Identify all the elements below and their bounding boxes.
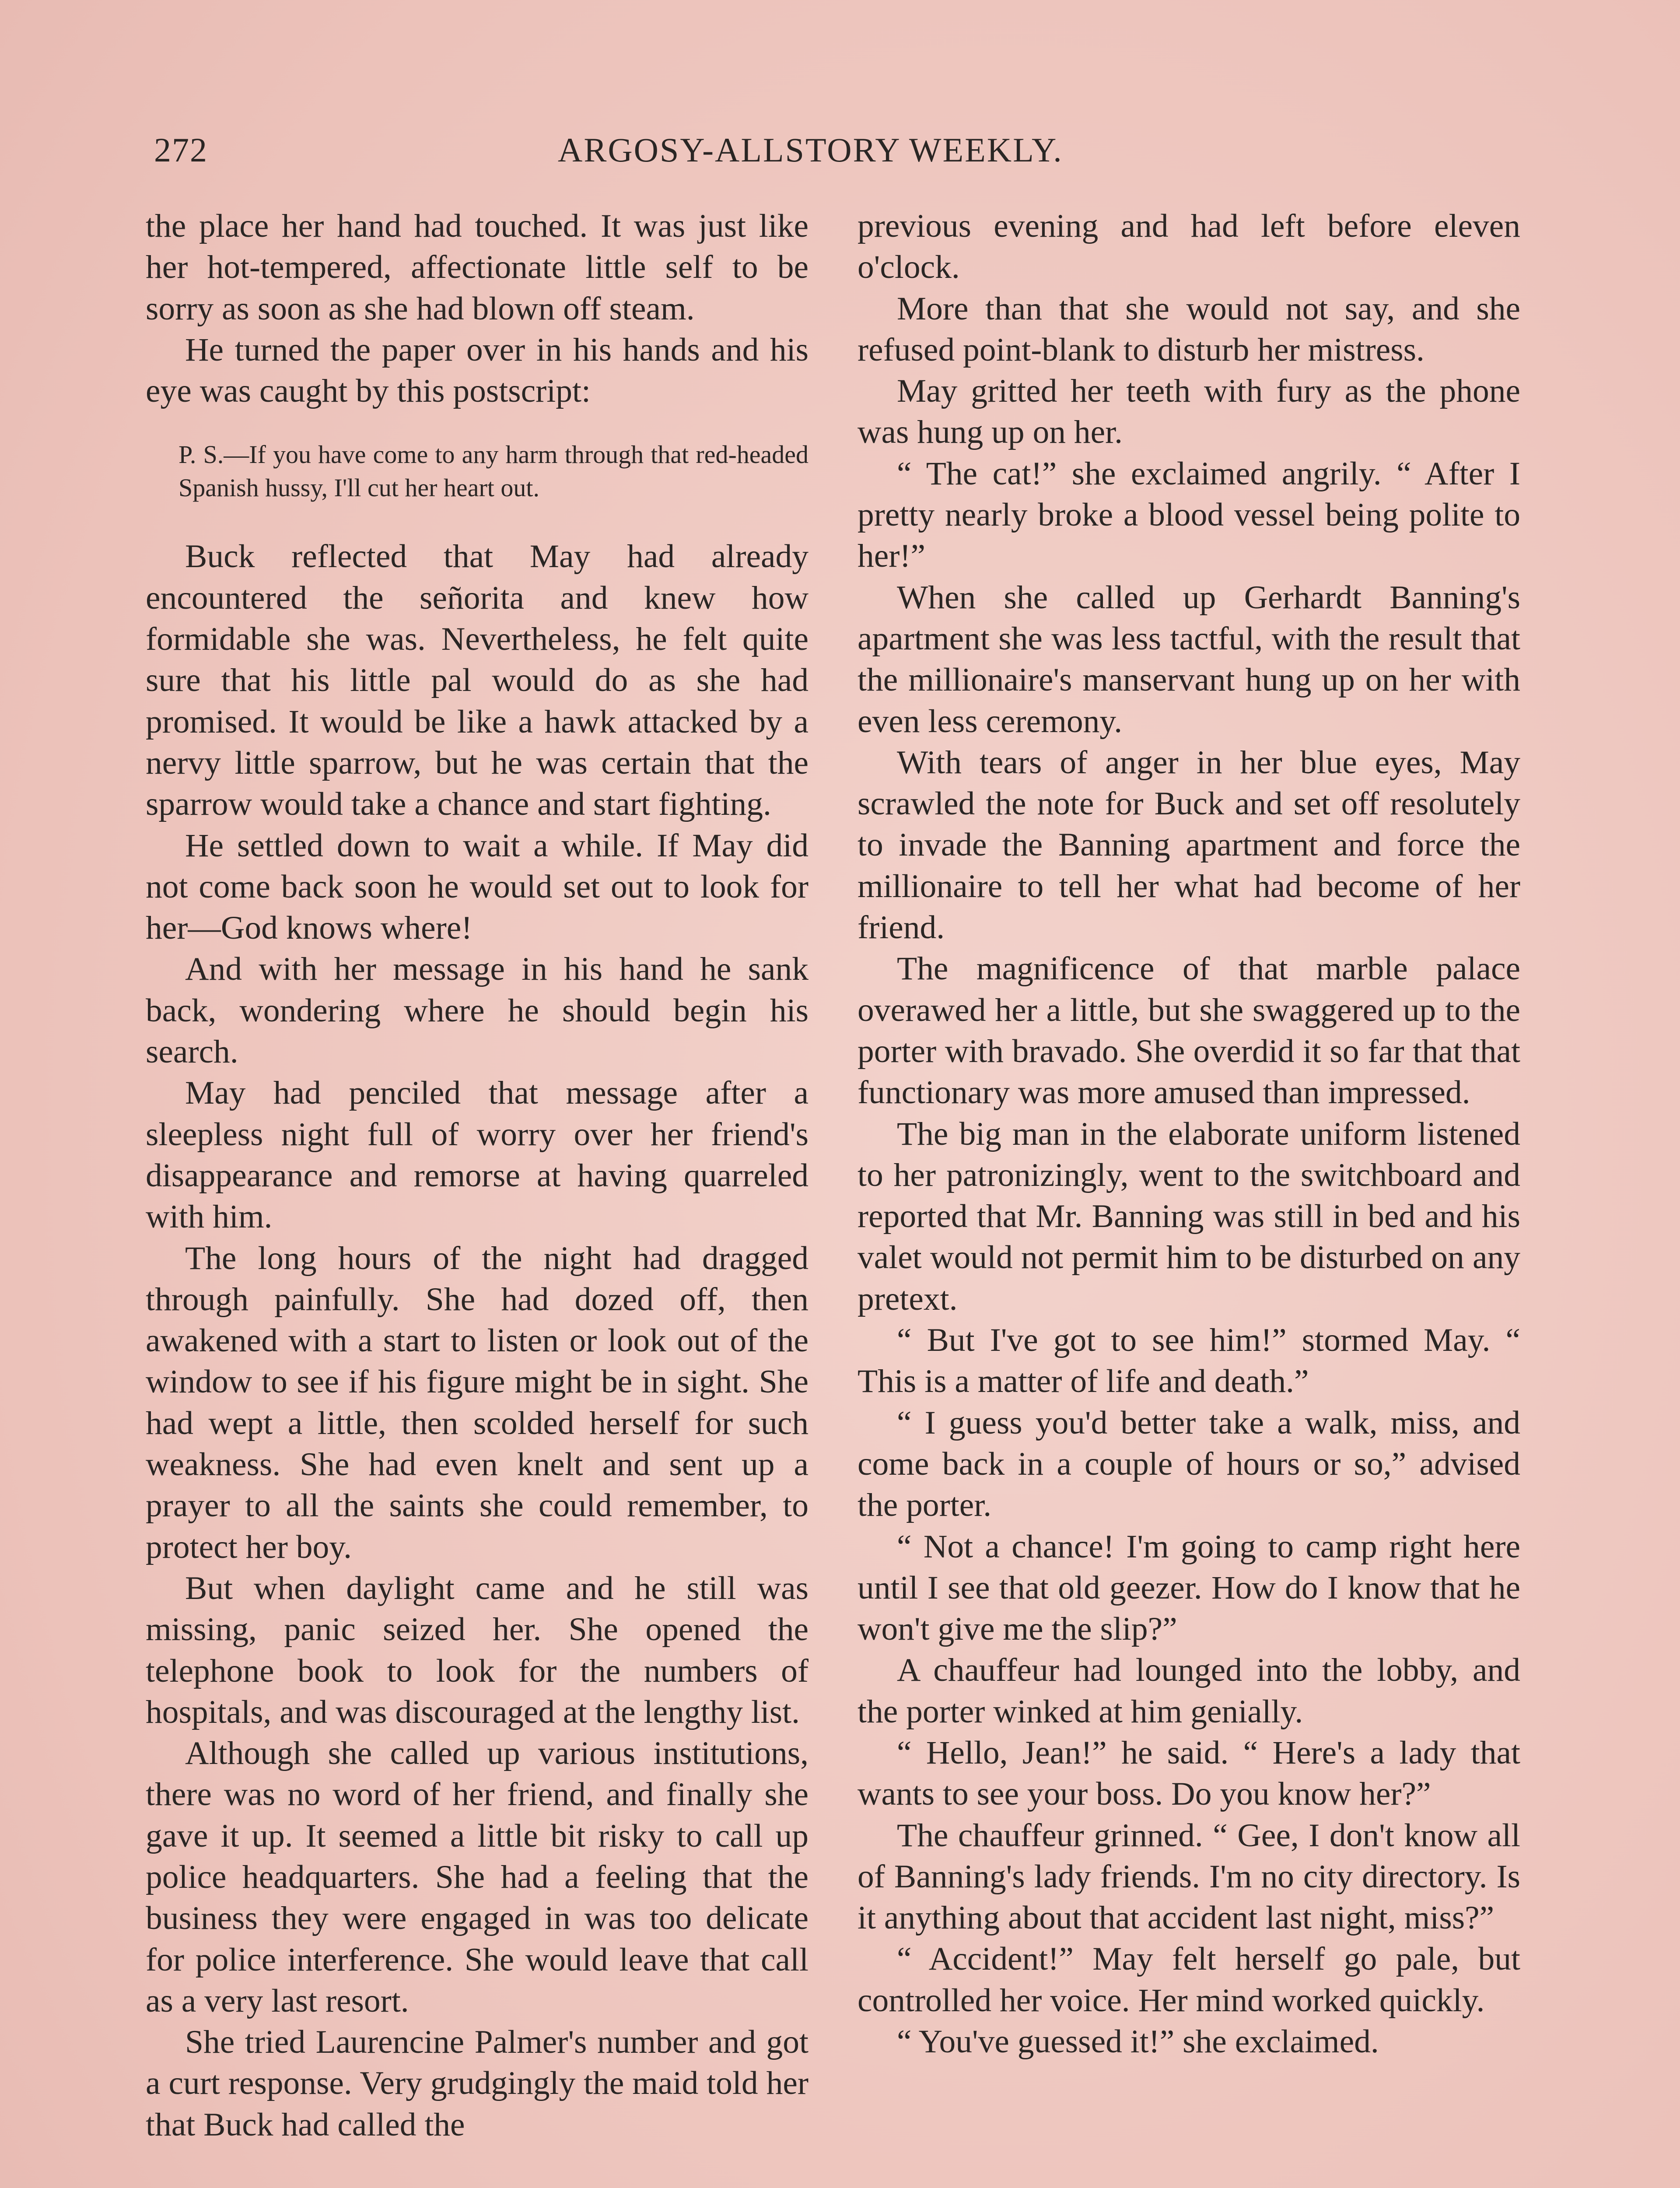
paragraph: “ Hello, Jean!” he said. “ Here's a lady that wants to see your boss. Do you know her?” — [858, 1734, 1520, 1813]
paragraph: He settled down to wait a while. If May did not come back soon he would set out to look for her—God knows where! — [146, 827, 808, 947]
running-head: ARGOSY-ALLSTORY WEEKLY. — [558, 131, 1063, 169]
paragraph: The big man in the elaborate uniform listened to her patronizingly, went to the switchboard and reported that Mr. Banning was still in bed and his valet would not permit him to be disturbed on any pretext. — [858, 1115, 1520, 1317]
paragraph: When she called up Gerhardt Banning's apartment she was less tactful, with the result that the millionaire's manservant hung up on her with even less ceremony. — [858, 579, 1520, 740]
paragraph: She tried Laurencine Palmer's number and got a curt response. Very grudgingly the maid told her that Buck had called the — [146, 2024, 808, 2143]
paragraph: More than that she would not say, and she refused point-blank to disturb her mistress. — [858, 290, 1520, 368]
page-number: 272 — [154, 131, 208, 169]
right-column — [858, 206, 1520, 2062]
paragraph: The chauffeur grinned. “ Gee, I don't know all of Banning's lady friends. I'm no city directory. Is it anything about that accident last night, miss?” — [858, 1817, 1520, 1936]
paragraph: But when daylight came and he still was missing, panic seized her. She opened the telephone book to look for the numbers of hospitals, and was discouraged at the lengthy list. — [146, 1570, 808, 1730]
paragraph: “ I guess you'd better take a walk, miss, and come back in a couple of hours or so,” advised the porter. — [858, 1404, 1520, 1524]
paragraph: With tears of anger in her blue eyes, May scrawled the note for Buck and set off resolutely to invade the Banning apartment and force the millionaire to tell her what had become of her friend. — [858, 744, 1520, 946]
paragraph: previous evening and had left before eleven o'clock. — [858, 208, 1520, 286]
paragraph: “ You've guessed it!” she exclaimed. — [897, 2023, 1379, 2060]
paragraph: the place her hand had touched. It was just like her hot-tempered, affectionate little self to be sorry as soon as she had blown off steam. — [146, 208, 808, 327]
paragraph: The long hours of the night had dragged through painfully. She had dozed off, then awakened with a start to listen or look out of the window to see if his figure might be in sight. She had wept a little, then scolded herself for such weakness. She had even knelt and sent up a prayer to all the saints she could remember, to protect her boy. — [146, 1240, 808, 1565]
paragraph: The magnificence of that marble palace overawed her a little, but she swaggered up to the porter with bravado. She overdid it so far that that functionary was more amused than impressed. — [858, 950, 1520, 1111]
paragraph: “ But I've got to see him!” stormed May. “ This is a matter of life and death.” — [858, 1322, 1520, 1400]
postscript: P. S.—If you have come to any harm through that red-headed Spanish hussy, I'll cut her heart out. — [178, 440, 808, 502]
paragraph: A chauffeur had lounged into the lobby, and the porter winked at him genially. — [858, 1652, 1520, 1730]
left-column — [146, 206, 808, 2146]
paragraph: Although she called up various institutions, there was no word of her friend, and finally she gave it up. It seemed a little bit risky to call up police headquarters. She had a feeling that the business they were engaged in was too delicate for police interference. She would leave that call as a very last resort. — [146, 1735, 808, 2019]
paragraph: He turned the paper over in his hands and his eye was caught by this postscript: — [146, 331, 808, 410]
paragraph: May had penciled that message after a sleepless night full of worry over her friend's disappearance and remorse at having quarreled with him. — [146, 1075, 808, 1235]
paragraph: “ Accident!” May felt herself go pale, but controlled her voice. Her mind worked quickly. — [858, 1941, 1520, 2019]
paragraph: Buck reflected that May had already encountered the señorita and knew how formidable she was. Nevertheless, he felt quite sure that his little pal would do as she had promised. It would be like a hawk attacked by a nervy little sparrow, but he was certain that the sparrow would take a chance and start fighting. — [146, 538, 808, 823]
paragraph: And with her message in his hand he sank back, wondering where he should begin his search. — [146, 951, 808, 1070]
page-header — [0, 130, 1680, 179]
paragraph: May gritted her teeth with fury as the phone was hung up on her. — [858, 373, 1520, 451]
paragraph: “ Not a chance! I'm going to camp right here until I see that old geezer. How do I know that he won't give me the slip?” — [858, 1528, 1520, 1648]
paragraph: “ The cat!” she exclaimed angrily. “ After I pretty nearly broke a blood vessel being polite to her!” — [858, 455, 1520, 575]
